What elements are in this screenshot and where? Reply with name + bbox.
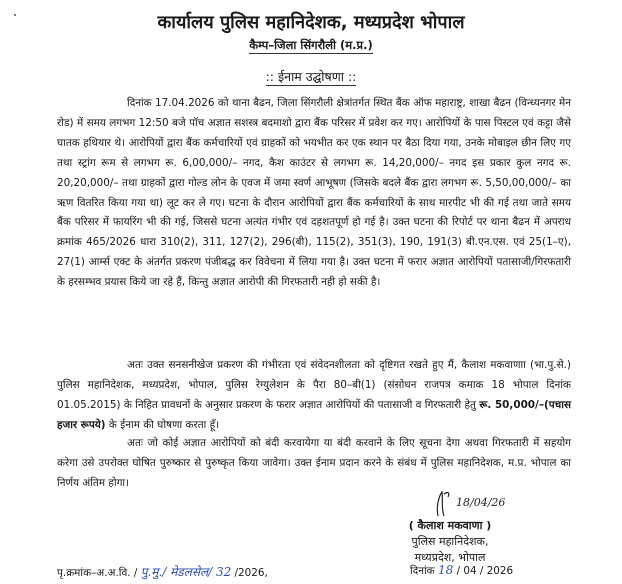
notice-heading [0, 68, 622, 85]
reference-number [57, 563, 268, 580]
reward-amount: रू. 50,000/–(पचास हजार रूपये) [57, 398, 571, 431]
paragraph-incident: दिनांक 17.04.2026 को थाना बैढन, जिला सिंगरौली क्षेत्रांतर्गत स्थित बैंक ऑफ महाराष्ट्र, शाखा बैढन (विन्ध्यनगर मेन रोड) में समय लगभग 12:50 बजे पॉच अज्ञात सशस्त्र बदमाशो द्वारा बैंक परिसर में प्रवेश कर गए। आरोपियों के पास पिस्टल एवं कट्टा जैसे घातक हथियार थे। आरोपियों द्वारा बैंक कर्मचारियों एवं ग्राहकों को भयभीत कर एक स्थान पर बैठा दिया गया, उनके मोबाइल छीन लिए गए तथा स्ट्रांग रूम से लगभग रू. 6,00,000/– नगद, कैश काउंटर से लगभग रू. 14,20,000/– नगद इस प्रकार कुल नगद रू. 20,20,000/– तथा ग्राहकों द्वारा गोल्ड लोन के एवज में जमा स्वर्ण आभूषण (जिसके बदले बैंक द्वारा लगभग रू. 5,50,00,000/– का ऋण वितरित किया गया था) लूट कर ले गए। घटना के दौरान आरोपियों द्वारा बैंक कर्मचारियों के साथ मारपीट भी की गई तथा जाते समय बैंक परिसर में फायरिंग भी की गई, जिससे घटना अत्यंत गंभीर एवं दहशतपूर्ण हो गई है। उक्त घटना की रिपोर्ट पर थाना बैढन में अपराध क्रमांक 465/2026 धारा 310(2), 311, 127(2), 296(बी), 115(2), 351(3), 190, 191(3) बी.एन.एस. एवं 25(1–ए), 27(1) आर्म्स एक्ट के अंतर्गत प्रकरण पंजीबद्ध कर विवेचना में लिया गया है। उक्त घटना में फरार अज्ञात आरोपियों पतासाजी/गिरफतारी के हरसम्भव प्रयास किये जा रहे हैं, किन्तु अज्ञात आरोपी की गिरफतारी नही हो सकी है। [57, 97, 571, 289]
issue-date [410, 563, 513, 578]
paragraph-reward [57, 356, 571, 436]
date-day: 18 [437, 563, 454, 577]
signer-block [350, 518, 550, 566]
signer-designation: पुलिस महानिदेशक, [411, 535, 489, 548]
signer-location: मध्यप्रदेश, भोपाल [414, 551, 486, 564]
camp-subtitle [0, 38, 622, 53]
date-rest: / 04 / 2026 [456, 565, 514, 577]
camp-text: कैम्प–जिला सिंगरौली (म.प्र.) [249, 38, 373, 52]
signature [430, 488, 520, 518]
paragraph-conditions: अतः जो कोई अज्ञात आरोपियों को बंदी करवायेगा या बंदी करवाने के लिए सूचना देगा अथवा गिरफतारी में सहयोग करेगा उसे उपरोक्त घोषित पुरुष्कार से पुरुष्कृत किया जावेगा। उक्त ईनाम प्रदान करने के संबंध में पुलिस महानिदेशक, म.प्र. भोपाल का निर्णय अंतिम होगा। [57, 437, 571, 489]
reference-handwritten: पु.मु./ मेडलसेल/ 32 [140, 565, 232, 579]
notice-heading-text: :: ईनाम उद्घोषणा :: [265, 69, 357, 84]
date-label: दिनांक [410, 565, 435, 577]
office-title: कार्यालय पुलिस महानिदेशक, मध्यप्रदेश भोपाल [157, 12, 465, 33]
reference-prefix: पृ.क्रमांक–अ.अ.वि. / [57, 567, 138, 579]
signature-scribble-icon [430, 488, 520, 518]
reward-text-before: अतः उक्त सनसनीखेज प्रकरण की गंभीरता एवं संवेदनशीलता को दृष्टिगत रखते हुए मैं, कैलाश मकवाणाा (भा.पु.से.) पुलिस महानिदेशक, मध्यप्रदेश, भोपाल, पुलिस रेग्युलेशन के पैरा 80–बी(1) (संसोधन राजपत्र कमाक 18 भोपाल दिनांक 01.05.2015) के निहित प्रावधनों के अनुसार प्रकरण के फरार अज्ञात आरोपियों की पतासाजी व गिरफतारी हेतु [57, 359, 571, 411]
signature-date: 18/04/26 [456, 496, 506, 509]
reward-text-after: के ईनाम की घोषणा करता हूँ। [105, 418, 220, 431]
signer-name: ( कैलाश मकवाणा ) [408, 519, 492, 532]
reference-suffix: /2026, [234, 567, 268, 579]
